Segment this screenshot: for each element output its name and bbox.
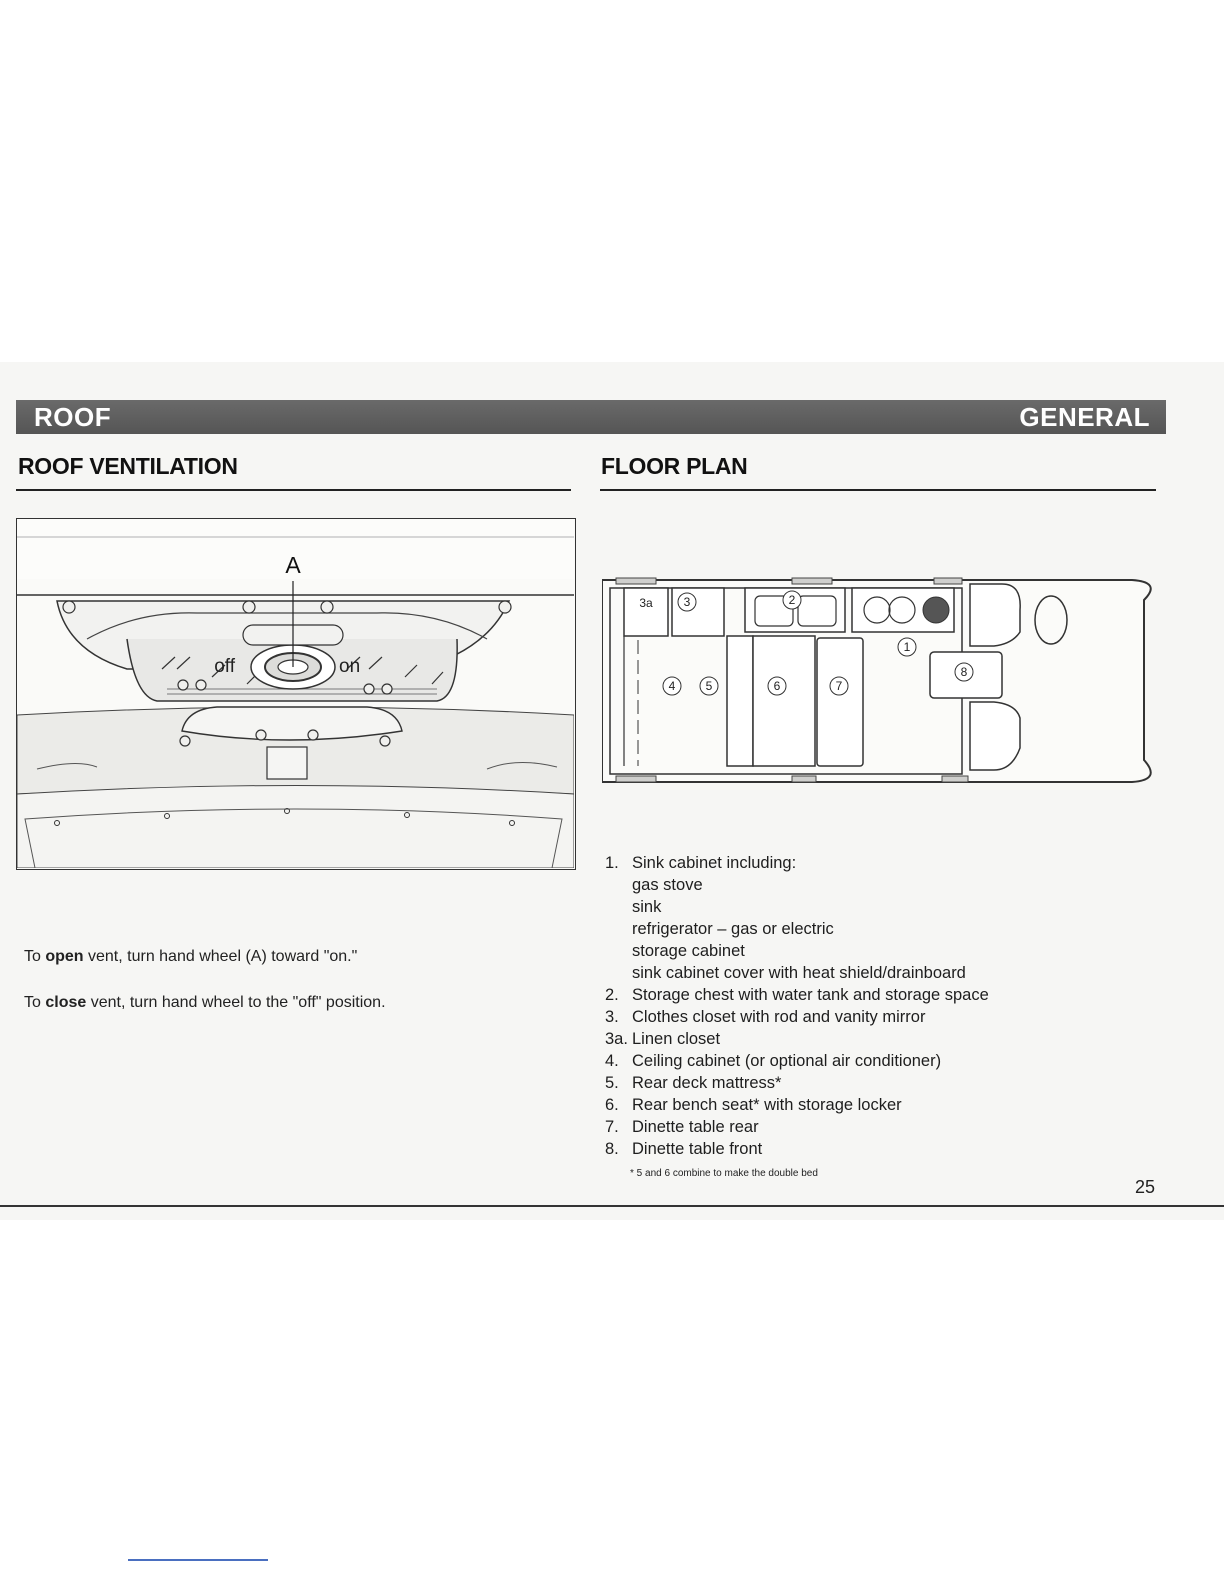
on-label: on xyxy=(339,656,361,677)
legend-item xyxy=(605,1072,1165,1094)
plan-label-8: 8 xyxy=(960,665,968,679)
instruction-open-suffix: vent, turn hand wheel (A) toward "on." xyxy=(83,948,358,965)
legend-subitem: sink cabinet cover with heat shield/drainboard xyxy=(632,964,966,982)
plan-label-4: 4 xyxy=(668,679,676,693)
legend-text: Linen closet xyxy=(632,1030,721,1048)
instruction-close-emphasis: close xyxy=(45,994,87,1011)
header-left-label: ROOF xyxy=(34,402,112,432)
instruction-open-emphasis: open xyxy=(45,948,84,965)
bottom-rule xyxy=(0,1205,1224,1207)
plan-label-5: 5 xyxy=(705,679,713,693)
floor-plan-legend xyxy=(605,852,1165,1160)
legend-text: Sink cabinet including: xyxy=(632,854,797,872)
instruction-open xyxy=(24,948,357,966)
legend-item xyxy=(605,984,1165,1006)
plan-label-2: 2 xyxy=(788,593,796,607)
legend-number: 3a. xyxy=(605,1030,628,1048)
floor-plan-title-rule xyxy=(600,489,1156,491)
legend-number: 8. xyxy=(605,1140,619,1158)
legend-text: Rear bench seat* with storage locker xyxy=(632,1096,902,1114)
legend-subitem: gas stove xyxy=(632,876,703,894)
legend-subitem: refrigerator – gas or electric xyxy=(632,920,834,938)
legend-text: Storage chest with water tank and storage space xyxy=(632,986,989,1004)
legend-number: 3. xyxy=(605,1008,619,1026)
instruction-close xyxy=(24,994,386,1012)
off-label: off xyxy=(214,656,235,677)
legend-text: Dinette table rear xyxy=(632,1118,759,1136)
roof-vent-illustration xyxy=(16,518,576,870)
plan-label-6: 6 xyxy=(773,679,781,693)
roof-title-rule xyxy=(16,489,571,491)
legend-item xyxy=(605,1050,1165,1072)
legend-text: Clothes closet with rod and vanity mirror xyxy=(632,1008,926,1026)
legend-item xyxy=(605,1116,1165,1138)
instruction-close-suffix: vent, turn hand wheel to the "off" position. xyxy=(86,994,386,1011)
legend-number: 7. xyxy=(605,1118,619,1136)
instruction-open-prefix: To xyxy=(24,948,46,965)
legend-subitem: sink xyxy=(632,898,662,916)
legend-text: Dinette table front xyxy=(632,1140,763,1158)
legend-item xyxy=(605,1006,1165,1028)
legend-number: 6. xyxy=(605,1096,619,1114)
page-number: 25 xyxy=(1135,1177,1156,1197)
legend-item xyxy=(605,852,1165,984)
floor-plan-title: FLOOR PLAN xyxy=(601,453,748,479)
legend-text: Ceiling cabinet (or optional air conditioner) xyxy=(632,1052,942,1070)
legend-item xyxy=(605,1028,1165,1050)
legend-item xyxy=(605,1138,1165,1160)
callout-a-label: A xyxy=(285,552,301,578)
header-right-label: GENERAL xyxy=(1019,402,1150,432)
plan-label-1: 1 xyxy=(903,640,911,654)
instruction-close-prefix: To xyxy=(24,994,46,1011)
legend-footnote: * 5 and 6 combine to make the double bed xyxy=(630,1168,818,1179)
scan-artifact-line xyxy=(128,1559,268,1561)
legend-subitem: storage cabinet xyxy=(632,942,745,960)
legend-text: Rear deck mattress* xyxy=(632,1074,782,1092)
legend-number: 5. xyxy=(605,1074,619,1092)
legend-number: 1. xyxy=(605,854,619,872)
floor-plan-diagram xyxy=(602,570,1182,802)
legend-item xyxy=(605,1094,1165,1116)
legend-number: 2. xyxy=(605,986,619,1004)
plan-label-7: 7 xyxy=(835,679,843,693)
plan-label-3: 3 xyxy=(683,595,691,609)
section-header-bar xyxy=(16,400,1166,434)
roof-ventilation-title: ROOF VENTILATION xyxy=(18,453,238,479)
legend-number: 4. xyxy=(605,1052,619,1070)
plan-label-3a: 3a xyxy=(639,596,653,610)
